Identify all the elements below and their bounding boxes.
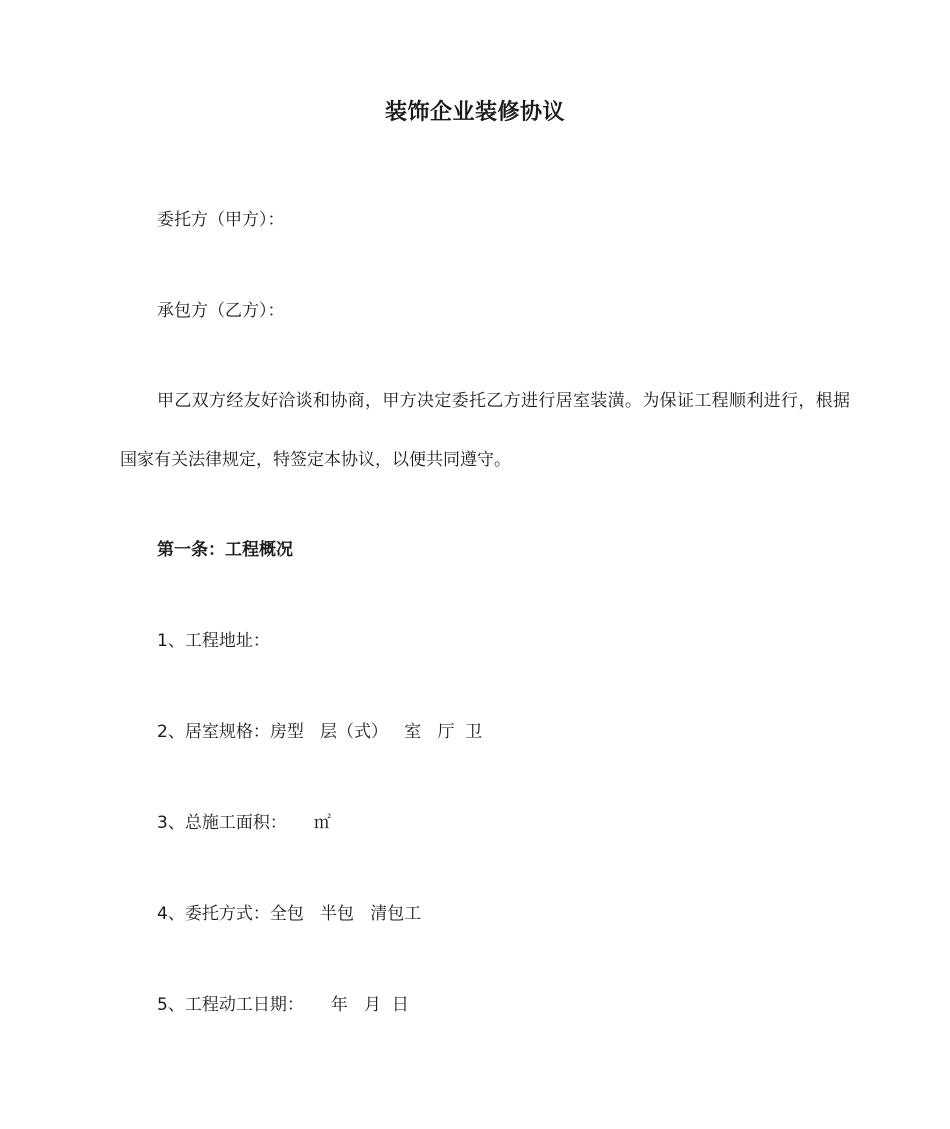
item-room-specification: 2、居室规格：房型 层（式） 室 厅 卫 — [157, 722, 483, 742]
party-b-label: 承包方（乙方）： — [157, 301, 285, 321]
article-1-heading: 第一条：工程概况 — [157, 540, 293, 560]
party-a-label: 委托方（甲方）： — [157, 210, 285, 230]
item-start-date: 5、工程动工日期： 年 月 日 — [157, 995, 409, 1015]
document-title: 装饰企业装修协议 — [384, 100, 565, 125]
item-total-area: 3、总施工面积： ㎡ — [157, 813, 331, 833]
intro-paragraph: 甲乙双方经友好洽谈和协商，甲方决定委托乙方进行居室装潢。为保证工程顺利进行，根据国家有关法律规定，特签定本协议，以便共同遵守。 — [120, 391, 850, 470]
item-project-address: 1、工程地址： — [157, 631, 270, 651]
item-commission-method: 4、委托方式：全包 半包 清包工 — [157, 904, 422, 924]
